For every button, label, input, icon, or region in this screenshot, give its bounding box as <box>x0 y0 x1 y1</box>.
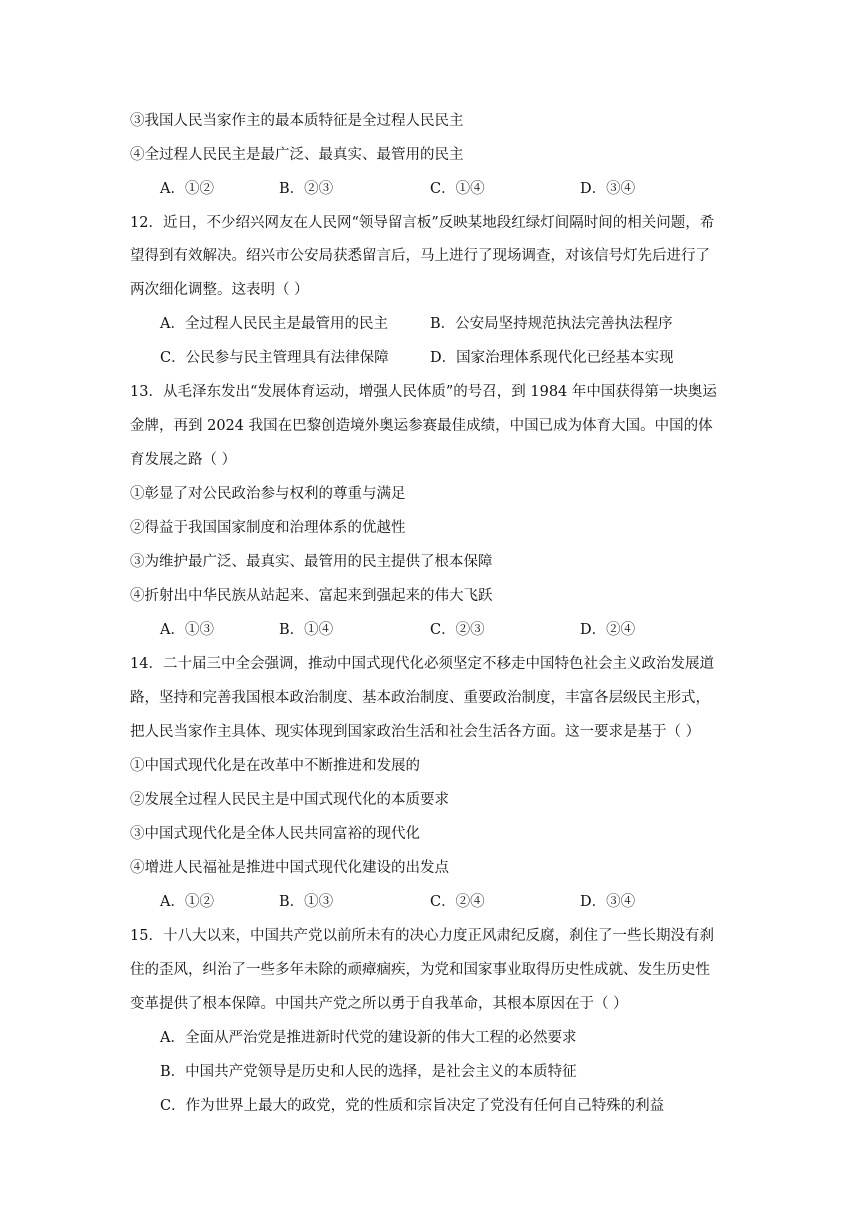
q14-option-c: C．②④ <box>430 894 485 910</box>
q14-statement-1: ①中国式现代化是在改革中不断推进和发展的 <box>130 758 420 774</box>
q14-statement-4: ④增进人民福祉是推进中国式现代化建设的出发点 <box>130 860 449 876</box>
q13-option-c: C．②③ <box>430 622 485 638</box>
q15-option-c: C．作为世界上最大的政党，党的性质和宗旨决定了党没有任何自己特殊的利益 <box>160 1098 665 1114</box>
q12-option-a: A．全过程人民民主是最管用的民主 <box>160 316 388 332</box>
q14-statement-2: ②发展全过程人民民主是中国式现代化的本质要求 <box>130 792 449 808</box>
q12-stem-line: 12．近日，不少绍兴网友在人民网“领导留言板”反映某地段红绿灯间隔时间的相关问题，希 <box>130 215 715 231</box>
q11-option-c: C．①④ <box>430 181 485 197</box>
q14-statement-3: ③中国式现代化是全体人民共同富裕的现代化 <box>130 826 420 842</box>
q13-statement-3: ③为维护最广泛、最真实、最管用的民主提供了根本保障 <box>130 554 493 570</box>
q11-option-a: A．①② <box>160 181 214 197</box>
q12-option-d: D．国家治理体系现代化已经基本实现 <box>430 350 674 366</box>
q12-option-c: C．公民参与民主管理具有法律保障 <box>160 350 389 366</box>
q13-statement-2: ②得益于我国国家制度和治理体系的优越性 <box>130 520 406 536</box>
q13-option-d: D．②④ <box>580 622 636 638</box>
q14-option-b: B．①③ <box>279 894 334 910</box>
q15-option-b: B．中国共产党领导是历史和人民的选择，是社会主义的本质特征 <box>160 1064 577 1080</box>
q11-option-b: B．②③ <box>279 181 334 197</box>
q14-stem-line: 把人民当家作主具体、现实体现到国家政治生活和社会生活各方面。这一要求是基于（ ） <box>130 724 701 740</box>
q15-stem-line: 变革提供了根本保障。中国共产党之所以勇于自我革命，其根本原因在于（ ） <box>130 996 628 1012</box>
q13-stem-line: 金牌，再到 2024 我国在巴黎创造境外奥运参赛最佳成绩，中国已成为体育大国。中国的体 <box>130 418 713 434</box>
q15-stem-line: 15．十八大以来，中国共产党以前所未有的决心力度正风肃纪反腐，刹住了一些长期没有刹 <box>130 928 714 944</box>
q14-option-d: D．③④ <box>580 894 636 910</box>
q13-option-a: A．①③ <box>160 622 214 638</box>
q11-statement-4: ④全过程人民民主是最广泛、最真实、最管用的民主 <box>130 147 464 163</box>
q12-option-b: B．公安局坚持规范执法完善执法程序 <box>430 316 673 332</box>
q14-stem-line: 14．二十届三中全会强调，推动中国式现代化必须坚定不移走中国特色社会主义政治发展道 <box>130 656 714 672</box>
q15-option-a: A．全面从严治党是推进新时代党的建设新的伟大工程的必然要求 <box>160 1030 577 1046</box>
q11-statement-3: ③我国人民当家作主的最本质特征是全过程人民民主 <box>130 113 464 129</box>
q12-stem-line: 两次细化调整。这表明（ ） <box>130 282 309 298</box>
q15-stem-line: 住的歪风，纠治了一些多年未除的顽瘴痼疾，为党和国家事业取得历史性成就、发生历史性 <box>130 962 710 978</box>
q14-stem-line: 路，坚持和完善我国根本政治制度、基本政治制度、重要政治制度，丰富各层级民主形式， <box>130 690 710 706</box>
q13-stem-line: 13．从毛泽东发出“发展体育运动，增强人民体质”的号召，到 1984 年中国获得第一块奥运 <box>130 384 717 400</box>
q11-option-d: D．③④ <box>580 181 636 197</box>
q13-option-b: B．①④ <box>279 622 334 638</box>
q12-stem-line: 望得到有效解决。绍兴市公安局获悉留言后，马上进行了现场调查，对该信号灯先后进行了 <box>130 248 710 264</box>
q14-option-a: A．①② <box>160 894 214 910</box>
q13-statement-1: ①彰显了对公民政治参与权利的尊重与满足 <box>130 486 406 502</box>
q13-stem-line: 育发展之路（ ） <box>130 452 237 468</box>
q13-statement-4: ④折射出中华民族从站起来、富起来到强起来的伟大飞跃 <box>130 588 493 604</box>
